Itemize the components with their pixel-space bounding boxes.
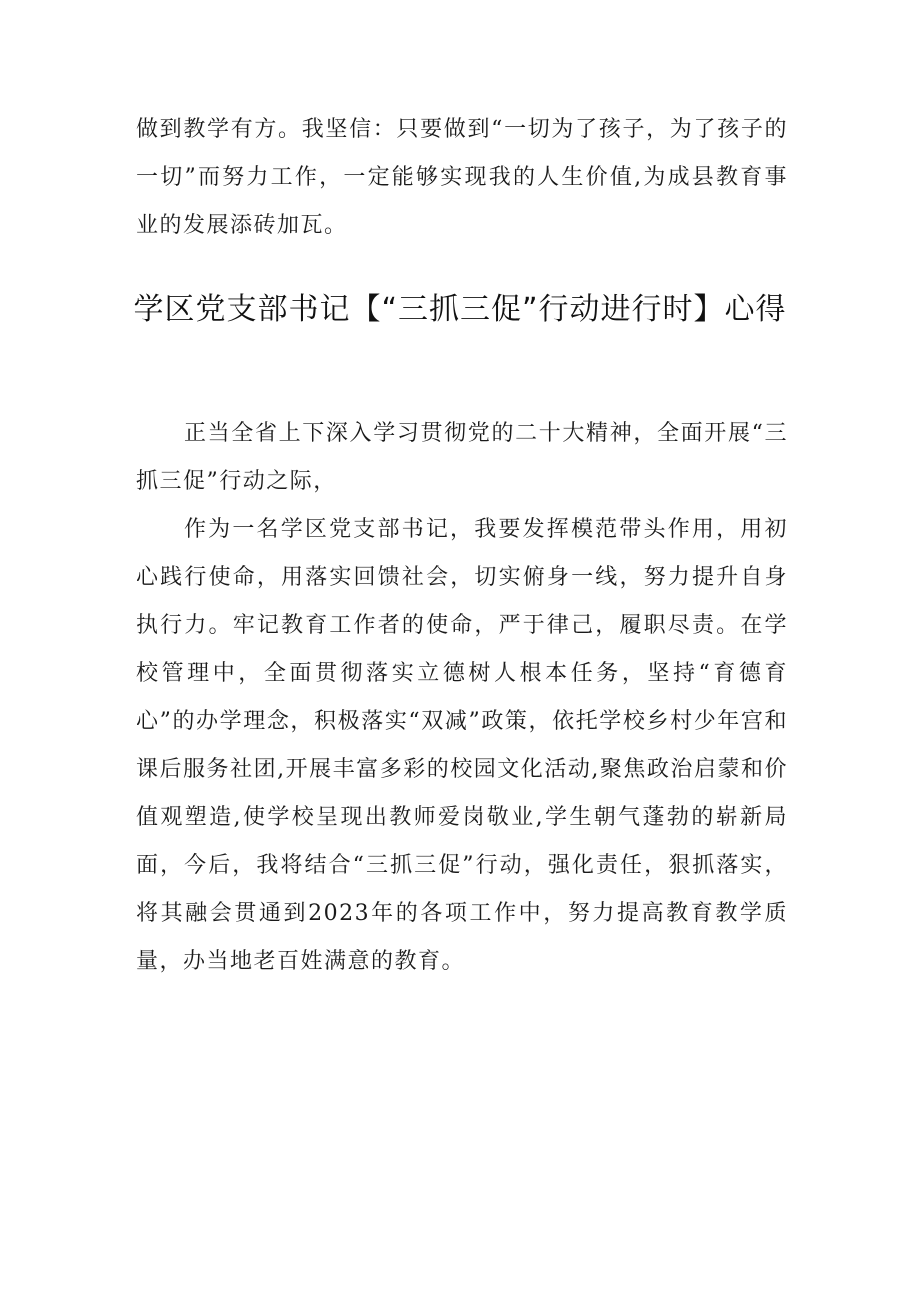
body-paragraph-2: 作为一名学区党支部书记，我要发挥模范带头作用，用初心践行使命，用落实回馈社会，切实俯身一线，努力提升自身执行力。牢记教育工作者的使命，严于律己，履职尽责。在学校管理中，全面贯彻落实立德树人根本任务，坚持“育德育心”的办学理念，积极落实“双减”政策，依托学校乡村少年宫和课后服务社团,开展丰富多彩的校园文化活动,聚焦政治启蒙和价值观塑造,使学校呈现出教师爱岗敬业,学生朝气蓬勃的崭新局面，今后，我将结合“三抓三促”行动，强化责任，狠抓落实，将其融会贯通到2023年的各项工作中，努力提高教育教学质量，办当地老百姓满意的教育。 (136, 517, 788, 974)
continuation-paragraph: 做到教学有方。我坚信：只要做到“一切为了孩子，为了孩子的一切”而努力工作，一定能够实现我的人生价值,为成县教育事业的发展添砖加瓦。 (136, 117, 788, 238)
body-paragraph-1: 正当全省上下深入学习贯彻党的二十大精神，全面开展“三抓三促”行动之际， (136, 421, 788, 494)
document-title: 学区党支部书记【“三抓三促”行动进行时】心得 (133, 292, 787, 327)
